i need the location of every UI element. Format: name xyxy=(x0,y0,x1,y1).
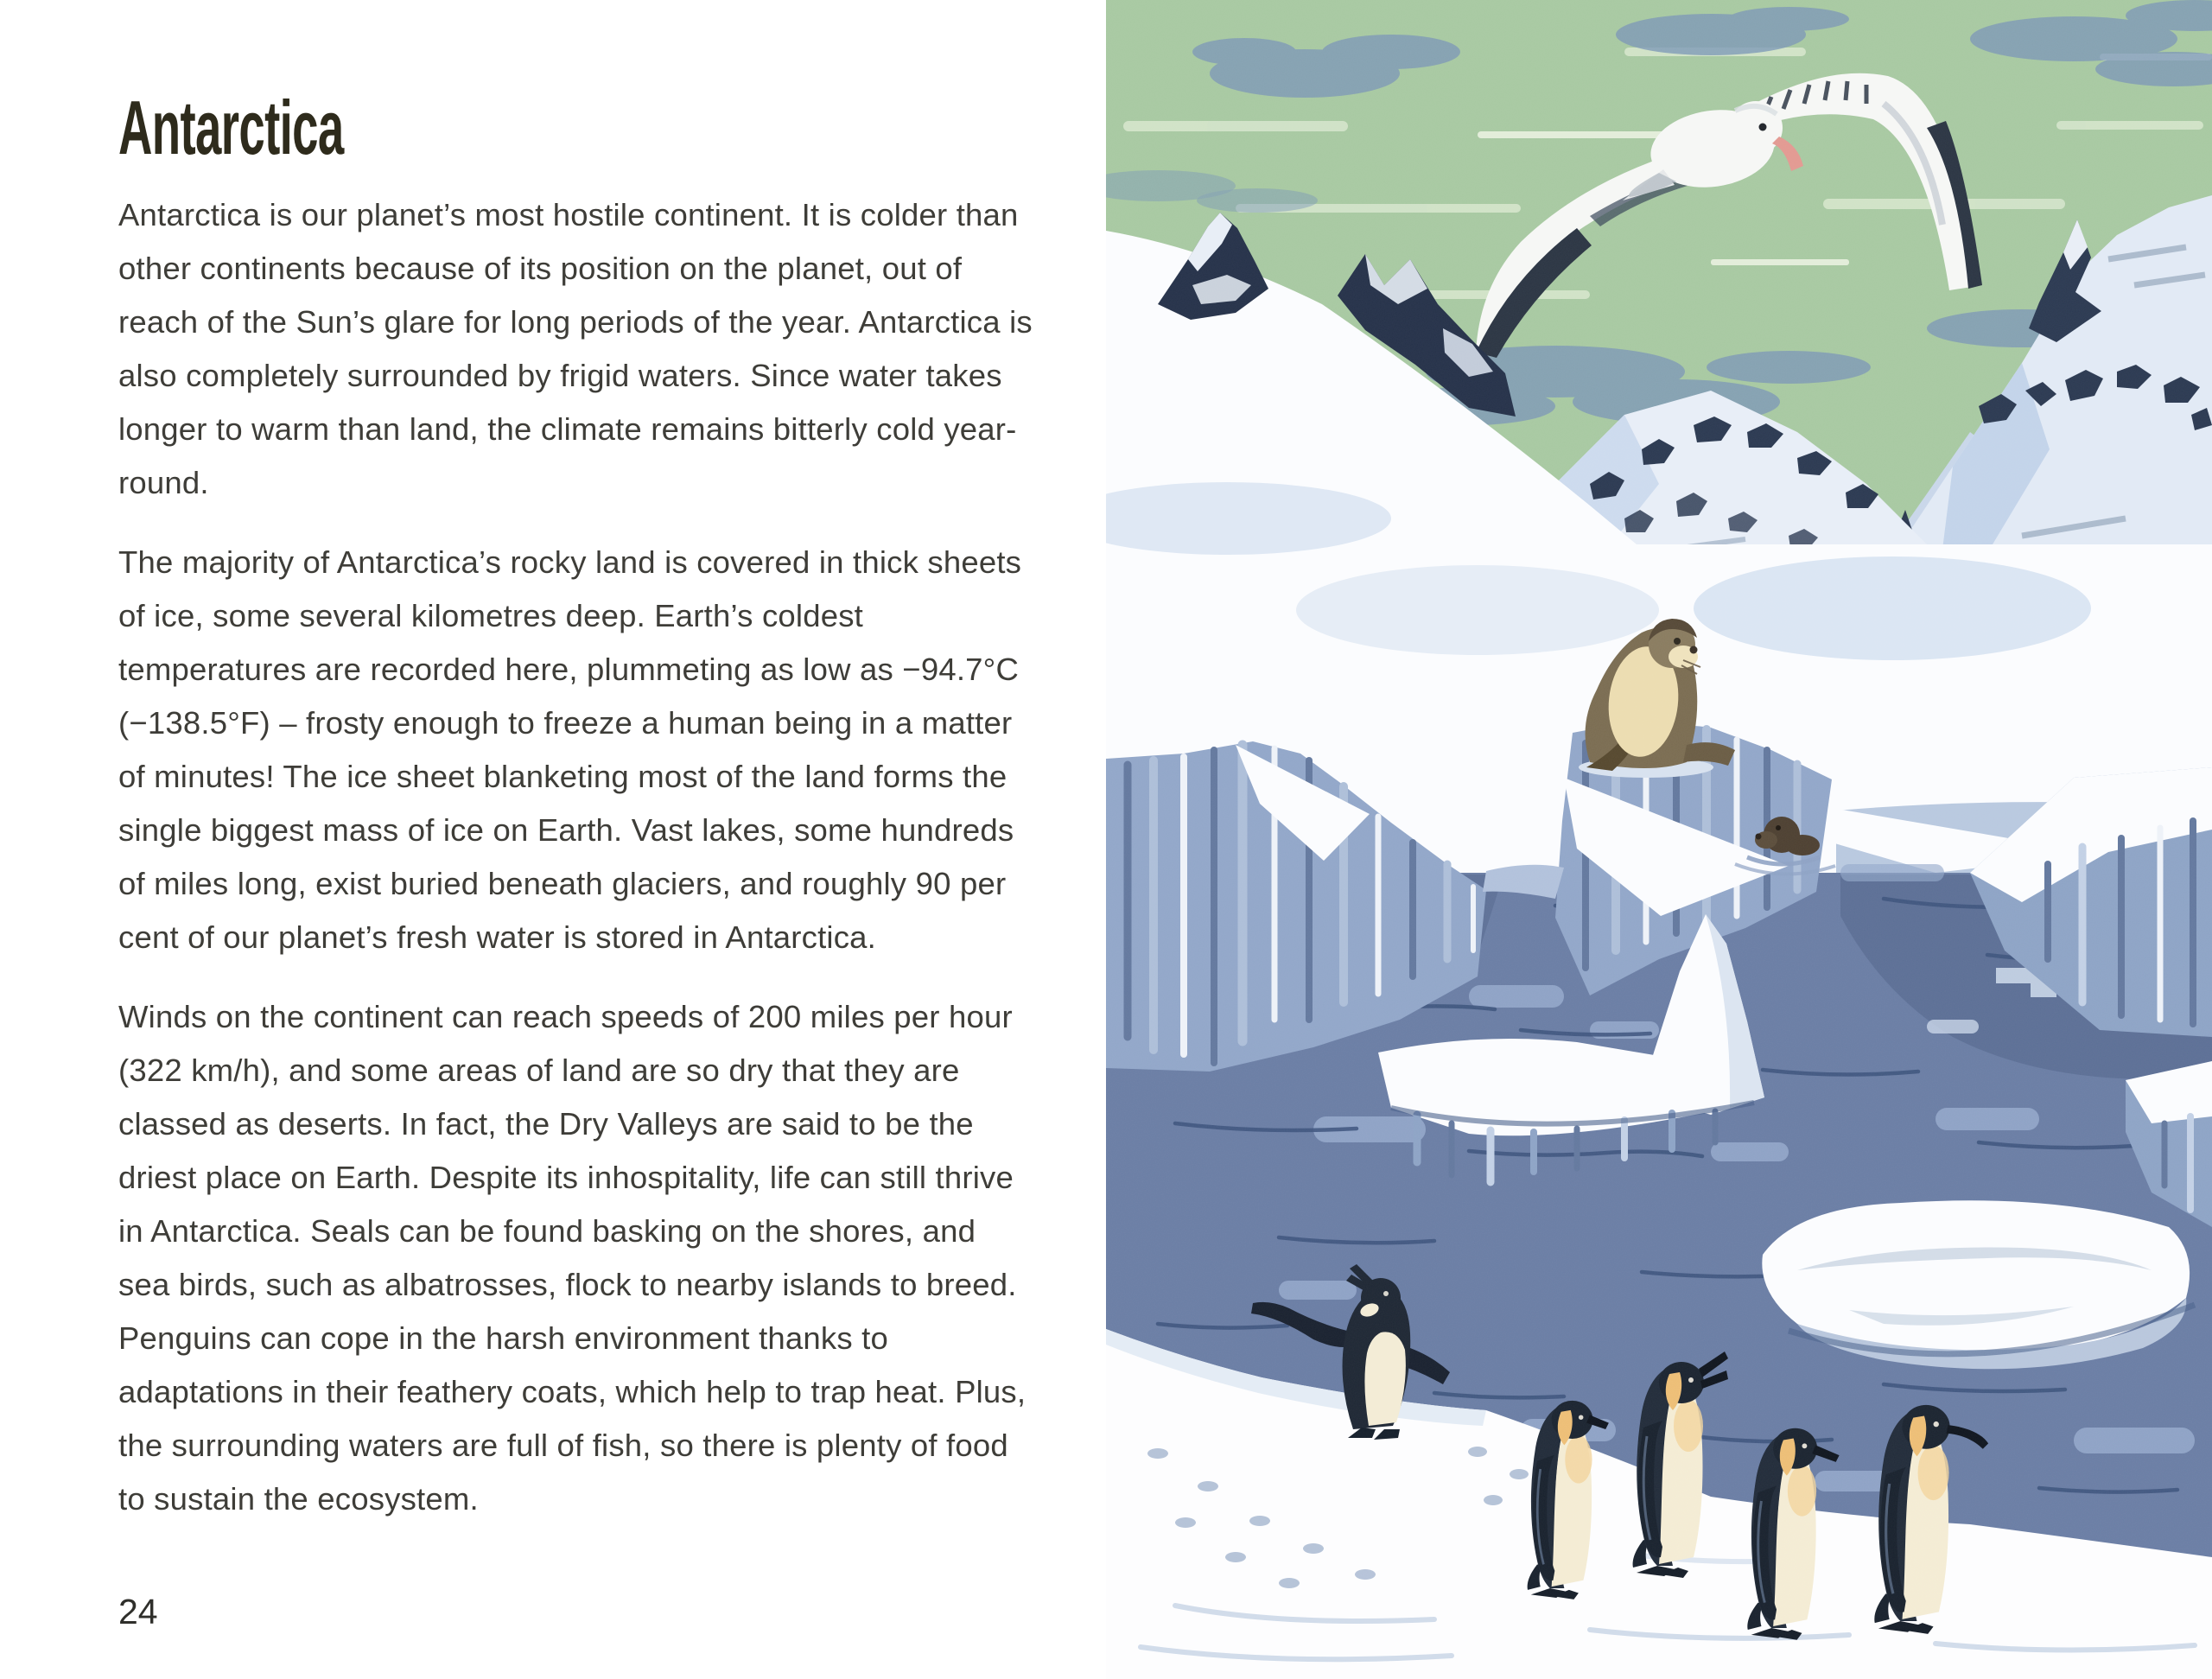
paragraph-2: The majority of Antarctica’s rocky land is covered in thick sheets of ice, some several kilometres deep. Earth’s coldest temperatures are recorded here, plummeting as low as −94.7°C (−138.5°F) – frosty enough to freeze a human being in a matter of minutes! The ice sheet blanketing most of the land forms the single biggest mass of ice on Earth. Vast lakes, some hundreds of miles long, exist buried beneath glaciers, and roughly 90 per cent of our planet’s fresh water is stored in Antarctica. xyxy=(118,544,1022,955)
page-number: 24 xyxy=(118,1592,158,1631)
article-body xyxy=(118,188,1034,1526)
paper-grain-texture xyxy=(1106,0,2212,1679)
antarctica-scene xyxy=(1106,0,2212,1679)
article-column xyxy=(118,0,1034,1552)
paragraph-3: Winds on the continent can reach speeds of 200 miles per hour (322 km/h), and some areas of land are so dry that they are classed as deserts. In fact, the Dry Valleys are said to be the driest place on Earth. Despite its inhospitality, life can still thrive in Antarctica. Seals can be found basking on the shores, and sea birds, such as albatrosses, flock to nearby islands to breed. Penguins can cope in the harsh environment thanks to adaptations in their feathery coats, which help to trap heat. Plus, the surrounding waters are full of fish, so there is plenty of food to sustain the ecosystem. xyxy=(118,999,1027,1517)
antarctica-illustration xyxy=(1106,0,2212,1679)
paragraph-1: Antarctica is our planet’s most hostile continent. It is colder than other continents because of its position on the planet, out of reach of the Sun’s glare for long periods of the year. Antarctica is also completely surrounded by frigid waters. Since water takes longer to warm than land, the climate remains bitterly cold year-round. xyxy=(118,197,1033,500)
page-title: Antarctica xyxy=(118,85,344,170)
